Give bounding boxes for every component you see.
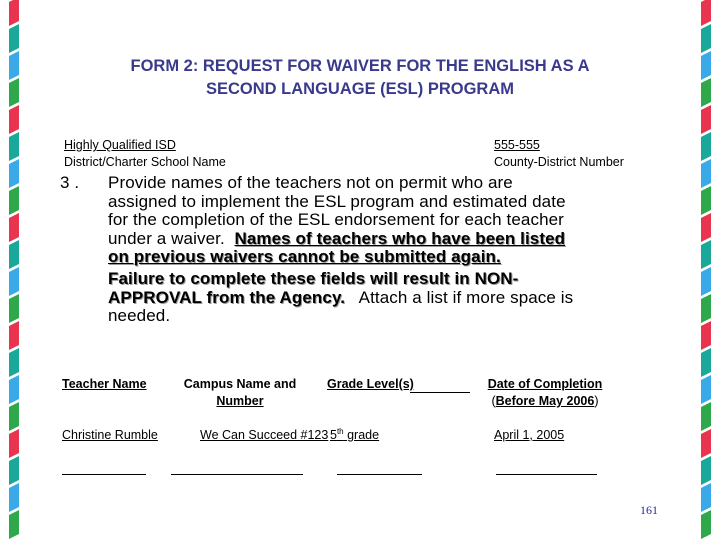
border-segment <box>9 213 19 242</box>
instruction-line-6-bold: Failure to complete these fields will result in NON- <box>108 269 519 288</box>
page-number: 161 <box>640 503 658 517</box>
instruction-line-8: needed. <box>108 306 171 325</box>
border-segment <box>9 186 19 215</box>
grade-header-underline-extension <box>410 392 470 393</box>
border-segment <box>701 159 711 188</box>
instruction-line-3: for the completion of the ESL endorsement for each teacher <box>108 210 564 229</box>
instruction-line-7 <box>108 289 573 308</box>
border-segment <box>9 294 19 323</box>
district-name-value: Highly Qualified ISD <box>64 138 176 152</box>
col-header-campus <box>170 376 310 410</box>
border-segment <box>701 321 711 350</box>
form-title <box>60 55 660 101</box>
form-title-line-1: FORM 2: REQUEST FOR WAIVER FOR THE ENGLISH AS A <box>130 57 590 75</box>
border-segment <box>701 186 711 215</box>
county-district-number-label: County-District Number <box>494 155 624 169</box>
border-segment <box>9 105 19 134</box>
instruction-line-7-bold: APPROVAL from the Agency. <box>108 287 346 307</box>
border-segment <box>701 294 711 323</box>
instruction-line-5 <box>108 248 501 267</box>
instruction-line-4 <box>108 230 565 249</box>
row-completion-date: April 1, 2005 <box>494 428 565 442</box>
instruction-line-6 <box>108 270 518 289</box>
col-header-campus-line-2: Number <box>216 394 264 408</box>
border-segment <box>9 483 19 512</box>
border-segment <box>9 429 19 458</box>
row-grade-level: 5th grade <box>330 426 380 442</box>
border-segment <box>9 51 19 80</box>
border-segment <box>9 24 19 53</box>
instruction-line-1: Provide names of the teachers not on permit who are <box>108 173 513 192</box>
border-segment <box>701 267 711 296</box>
border-segment <box>9 159 19 188</box>
col-header-date-line-2: (Before May 2006) <box>491 394 599 408</box>
col-header-date-line-1: Date of Completion <box>487 377 603 391</box>
county-district-number-value: 555-555 <box>494 138 540 152</box>
border-segment <box>9 510 19 539</box>
border-segment <box>701 213 711 242</box>
border-segment <box>701 51 711 80</box>
border-segment <box>701 105 711 134</box>
border-segment <box>701 456 711 485</box>
blank-line-campus <box>171 474 303 475</box>
instruction-line-2: assigned to implement the ESL program and estimated date <box>108 191 566 211</box>
form-title-line-2: SECOND LANGUAGE (ESL) PROGRAM <box>205 80 514 98</box>
border-segment <box>701 78 711 107</box>
border-segment <box>701 348 711 377</box>
col-header-completion-date <box>470 376 620 410</box>
blank-line-date <box>496 474 597 475</box>
border-segment <box>9 348 19 377</box>
left-decorative-border <box>0 0 28 540</box>
blank-line-teacher <box>62 474 146 475</box>
col-header-grade-level: Grade Level(s) <box>327 377 414 391</box>
border-segment <box>701 429 711 458</box>
border-segment <box>9 0 19 26</box>
border-segment <box>701 375 711 404</box>
border-segment <box>9 78 19 107</box>
border-segment <box>9 402 19 431</box>
border-segment <box>701 240 711 269</box>
right-decorative-border <box>692 0 720 540</box>
district-name-block <box>64 137 226 171</box>
border-segment <box>701 24 711 53</box>
border-segment <box>701 483 711 512</box>
border-segment <box>701 510 711 539</box>
col-header-teacher-name: Teacher Name <box>62 377 147 391</box>
border-segment <box>9 267 19 296</box>
border-segment <box>9 456 19 485</box>
instruction-line-4-bold: Names of teachers who have been listed <box>234 228 566 248</box>
instruction-line-5-bold: on previous waivers cannot be submitted again. <box>108 247 501 266</box>
border-segment <box>9 321 19 350</box>
border-segment <box>9 132 19 161</box>
border-segment <box>9 240 19 269</box>
col-header-date-deadline: Before May 2006 <box>495 394 595 408</box>
instruction-line-4-plain: under a waiver. <box>108 228 225 248</box>
county-district-block <box>494 137 624 171</box>
border-segment <box>701 132 711 161</box>
instruction-line-7-plain: Attach a list if more space is <box>358 287 574 307</box>
blank-line-grade <box>337 474 422 475</box>
border-segment <box>701 402 711 431</box>
col-header-campus-line-1: Campus Name and <box>183 377 297 391</box>
district-name-label: District/Charter School Name <box>64 155 226 169</box>
row-campus-name: We Can Succeed #123 <box>200 428 329 442</box>
instruction-number: 3 . <box>60 173 80 192</box>
border-segment <box>701 0 711 26</box>
border-segment <box>9 375 19 404</box>
row-teacher-name: Christine Rumble <box>62 428 158 442</box>
